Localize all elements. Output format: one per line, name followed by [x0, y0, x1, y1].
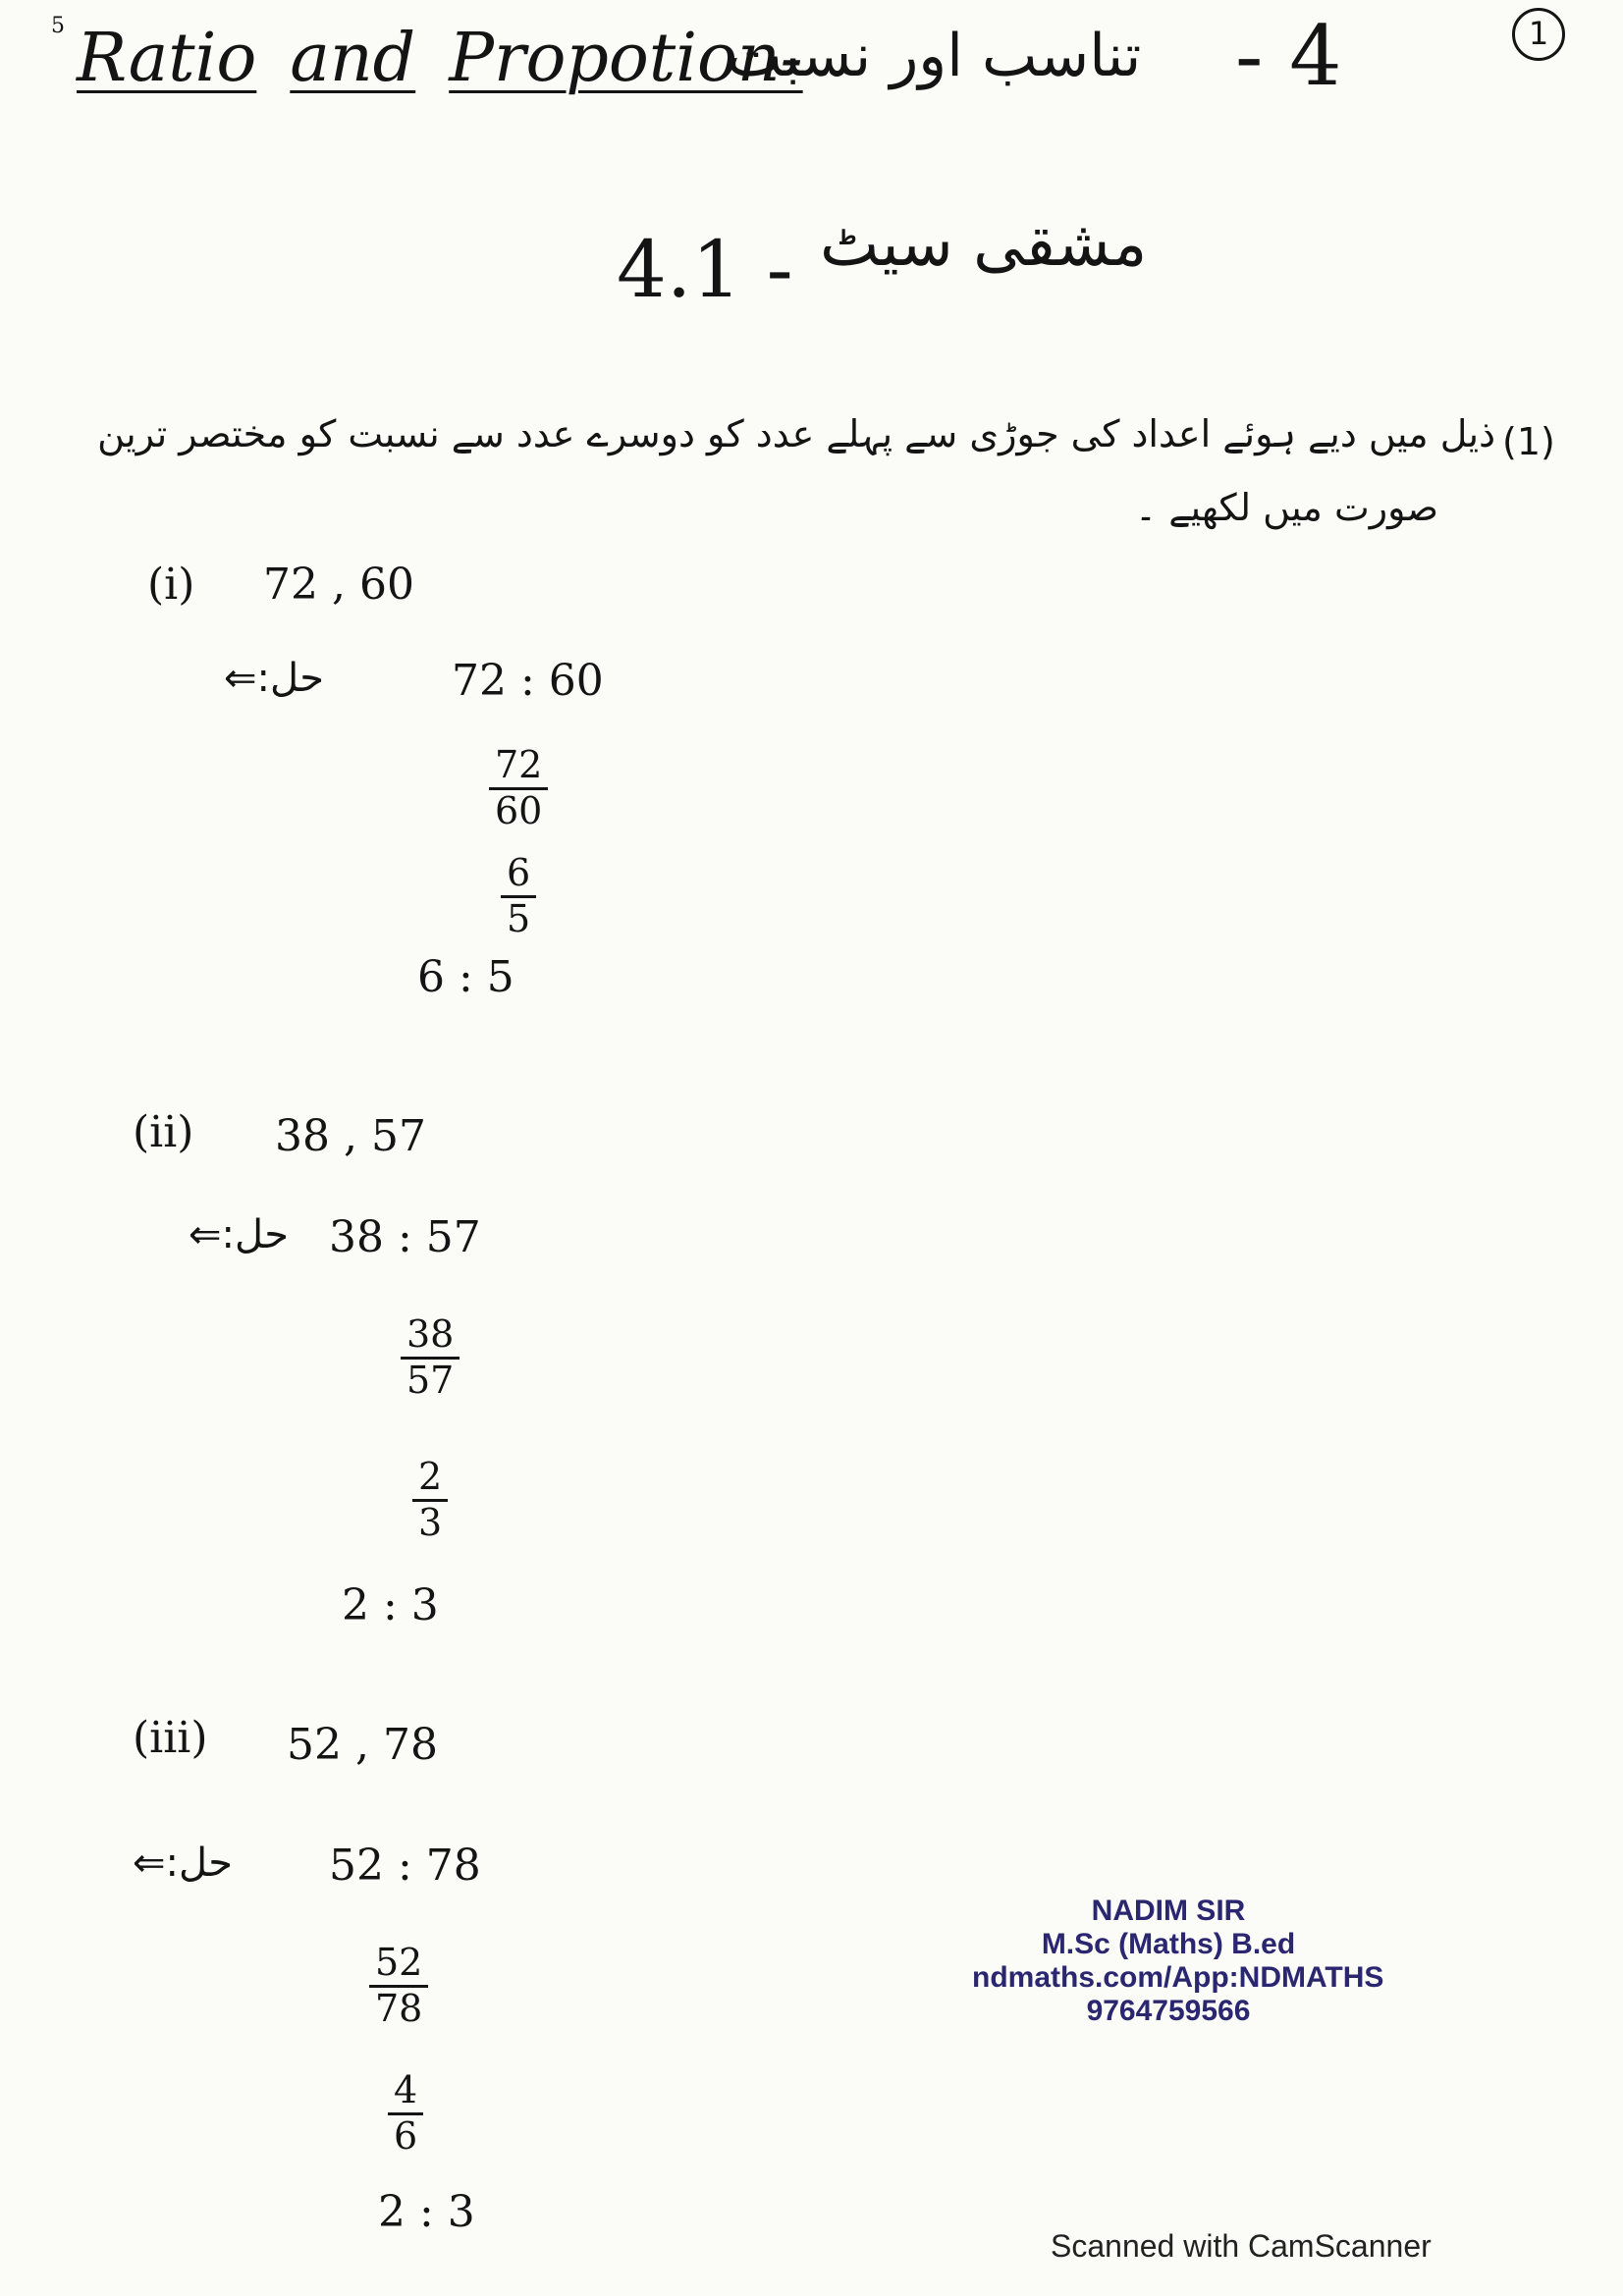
answer: 6 : 5	[417, 952, 514, 1002]
title-word-proportion: Propotion-	[449, 20, 803, 97]
corner-mark: 5	[51, 14, 65, 38]
numerator: 52	[369, 1944, 428, 1988]
title-word-and: and	[290, 20, 416, 97]
fraction	[388, 2068, 423, 2158]
author-stamp	[972, 1895, 1384, 2028]
denominator: 78	[375, 1986, 423, 2030]
answer: 2 : 3	[378, 2187, 475, 2237]
page-title-english	[77, 20, 837, 97]
page-number: 1	[1512, 8, 1565, 61]
scanner-watermark: Scanned with CamScanner	[1051, 2228, 1432, 2264]
ratio-step: 38 : 57	[329, 1212, 481, 1262]
title-word-ratio: Ratio	[77, 20, 257, 97]
numerator: 6	[501, 854, 536, 898]
numerator: 4	[388, 2071, 423, 2115]
fraction	[401, 1312, 460, 1402]
part-pair: 38 , 57	[275, 1111, 426, 1161]
question-number: (1)	[1502, 420, 1555, 463]
denominator: 57	[406, 1358, 455, 1402]
stamp-phone: 9764759566	[1086, 1995, 1251, 2027]
exercise-number: 4.1 -	[617, 224, 793, 315]
stamp-degree: M.Sc (Maths) B.ed	[1041, 1928, 1296, 1960]
denominator: 6	[394, 2113, 418, 2158]
ratio-step: 72 : 60	[452, 656, 604, 706]
question-text-line1: ذیل میں دیے ہوئے اعداد کی جوڑی سے پہلے عدد کو دوسرے عدد سے نسبت کو مختصر ترین	[97, 412, 1495, 455]
part-label: (ii)	[133, 1107, 194, 1157]
fraction	[412, 1455, 448, 1544]
stamp-name: NADIM SIR	[1091, 1895, 1246, 1927]
ratio-step: 52 : 78	[329, 1841, 481, 1891]
solution-label: حل:⇐	[133, 1841, 234, 1886]
denominator: 3	[418, 1500, 443, 1544]
numerator: 38	[401, 1315, 460, 1360]
chapter-number: - 4	[1235, 8, 1342, 104]
part-pair: 52 , 78	[287, 1720, 438, 1770]
solution-label: حل:⇐	[189, 1212, 290, 1257]
question-text-line2: صورت میں لکھیے ۔	[1134, 486, 1438, 529]
exercise-label: مشقی سیٹ	[820, 208, 1148, 281]
answer: 2 : 3	[342, 1580, 439, 1630]
fraction	[501, 851, 536, 940]
part-label: (i)	[147, 560, 195, 610]
numerator: 72	[489, 746, 548, 790]
fraction	[489, 743, 548, 832]
stamp-website: ndmaths.com/App:NDMATHS	[972, 1961, 1384, 1994]
page-title-urdu: تناسب اور نسبت	[727, 22, 1142, 90]
part-pair: 72 , 60	[263, 560, 414, 610]
solution-label: حل:⇐	[224, 656, 325, 701]
numerator: 2	[412, 1458, 448, 1502]
denominator: 5	[507, 896, 531, 940]
fraction	[369, 1941, 428, 2030]
part-label: (iii)	[133, 1713, 208, 1763]
denominator: 60	[495, 788, 543, 832]
